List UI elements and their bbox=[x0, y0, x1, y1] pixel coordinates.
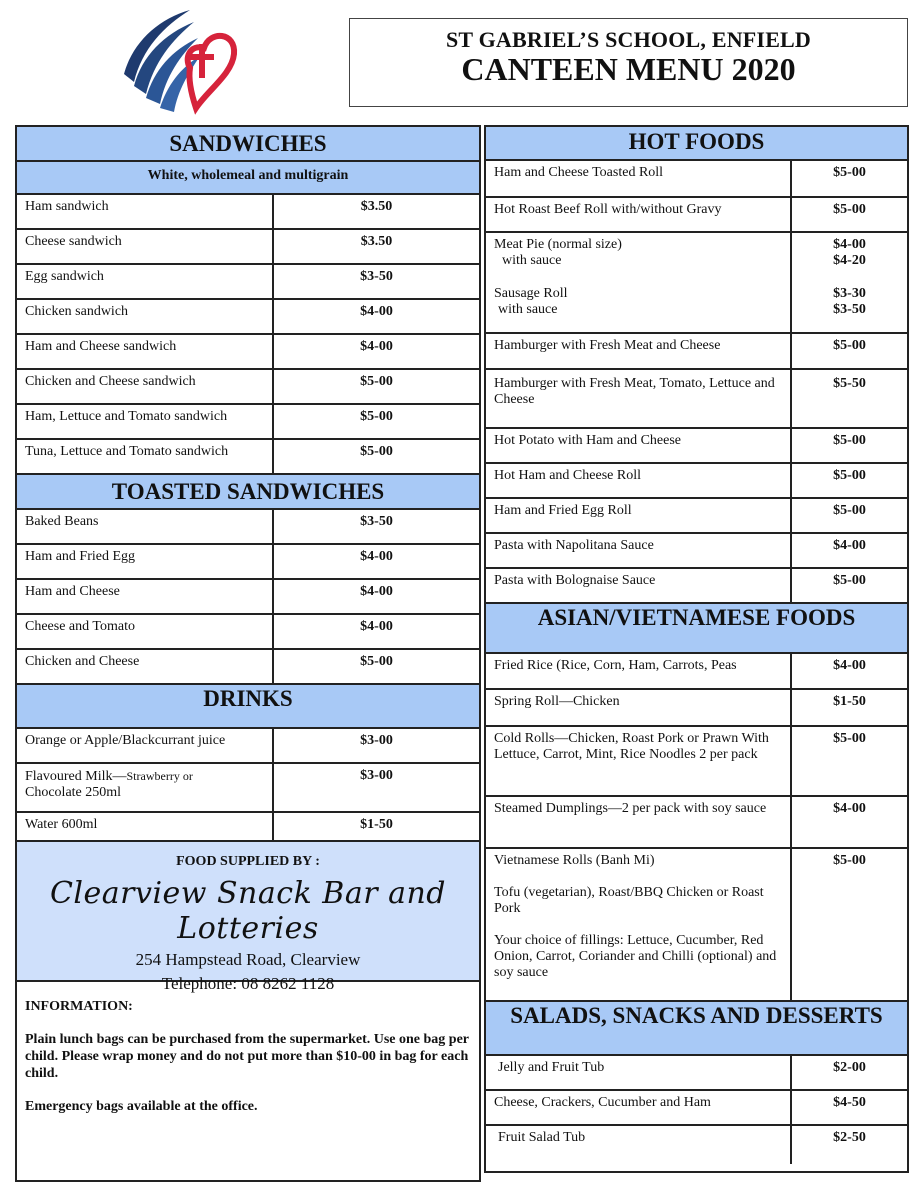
item-name: Hot Ham and Cheese Roll bbox=[486, 464, 792, 497]
supplier-heading: FOOD SUPPLIED BY : bbox=[176, 854, 320, 869]
item-name: Ham and Fried Egg bbox=[17, 545, 274, 578]
item-name: Hot Roast Beef Roll with/without Gravy bbox=[486, 198, 792, 231]
menu-row bbox=[486, 1126, 907, 1164]
menu-title: CANTEEN MENU 2020 bbox=[461, 51, 796, 87]
menu-row bbox=[486, 727, 907, 797]
item-price: $3-00 bbox=[360, 733, 393, 748]
item-price: $3.50 bbox=[360, 234, 393, 249]
item-name: Steamed Dumplings—2 per pack with soy sauce bbox=[486, 797, 792, 847]
item-name: Cheese and Tomato bbox=[17, 615, 274, 648]
item-price: $5-00 bbox=[833, 731, 866, 746]
item-name: Hamburger with Fresh Meat, Tomato, Lettuce and Cheese bbox=[486, 370, 792, 427]
sandwiches-subheader: White, wholemeal and multigrain bbox=[17, 162, 479, 195]
item-price: $5-00 bbox=[833, 468, 866, 483]
menu-row bbox=[17, 230, 479, 265]
supplier-phone: Telephone: 08 8262 1128 bbox=[161, 974, 335, 993]
menu-row bbox=[486, 849, 907, 1002]
item-price: $4-00 bbox=[360, 339, 393, 354]
menu-row bbox=[486, 161, 907, 198]
menu-row bbox=[17, 650, 479, 685]
menu-row bbox=[486, 429, 907, 464]
item-name: Chicken and Cheese sandwich bbox=[17, 370, 274, 403]
supplier-business: Clearview Snack Bar and Lotteries bbox=[49, 876, 447, 946]
menu-row bbox=[486, 370, 907, 429]
item-price: $3-50 bbox=[360, 514, 393, 529]
item-name: Orange or Apple/Blackcurrant juice bbox=[17, 729, 274, 762]
menu-row bbox=[486, 233, 907, 334]
item-price: $3.50 bbox=[360, 199, 393, 214]
item-name: Ham and Fried Egg Roll bbox=[486, 499, 792, 532]
item-name: Chicken sandwich bbox=[17, 300, 274, 333]
menu-row bbox=[17, 405, 479, 440]
menu-row bbox=[486, 334, 907, 370]
menu-row bbox=[486, 1056, 907, 1091]
item-name: Meat Pie (normal size) with sauce Sausage Roll with sauce bbox=[486, 233, 792, 332]
item-price: $4-00 bbox=[360, 304, 393, 319]
item-name: Ham and Cheese sandwich bbox=[17, 335, 274, 368]
item-price: $5-00 bbox=[833, 853, 866, 868]
item-price: $4-00 bbox=[360, 619, 393, 634]
item-name: Cold Rolls—Chicken, Roast Pork or Prawn With Lettuce, Carrot, Mint, Rice Noodles 2 per pack bbox=[486, 727, 792, 795]
item-name: Vietnamese Rolls (Banh Mi) Tofu (vegetarian), Roast/BBQ Chicken or Roast Pork Your choice of fillings: Lettuce, Cucumber, Red Onion, Carrot, Coriander and Chilli (optional) and soy sauce bbox=[486, 849, 792, 1000]
item-price: $4-00 bbox=[360, 584, 393, 599]
item-price: $5-00 bbox=[833, 202, 866, 217]
item-price: $5-00 bbox=[360, 374, 393, 389]
menu-row bbox=[17, 300, 479, 335]
item-price: $5-00 bbox=[360, 654, 393, 669]
item-name: Pasta with Napolitana Sauce bbox=[486, 534, 792, 567]
item-price: $1-50 bbox=[833, 694, 866, 709]
item-name: Ham sandwich bbox=[17, 195, 274, 228]
menu-row bbox=[486, 690, 907, 727]
item-name: Ham, Lettuce and Tomato sandwich bbox=[17, 405, 274, 438]
school-logo bbox=[112, 4, 238, 116]
asian-header: ASIAN/VIETNAMESE FOODS bbox=[486, 604, 907, 654]
menu-row bbox=[17, 615, 479, 650]
info-paragraph: Plain lunch bags can be purchased from the supermarket. Use one bag per child. Please wrap money and do not put more than $10-00 in bag for each child. bbox=[25, 1032, 469, 1081]
menu-row bbox=[17, 335, 479, 370]
item-name: Fried Rice (Rice, Corn, Ham, Carrots, Peas bbox=[486, 654, 792, 688]
left-column bbox=[15, 125, 481, 1182]
item-name: Hamburger with Fresh Meat and Cheese bbox=[486, 334, 792, 368]
menu-row bbox=[17, 729, 479, 764]
item-price: $4-00 bbox=[833, 801, 866, 816]
item-name: Flavoured Milk—Strawberry or Chocolate 250ml bbox=[17, 764, 274, 811]
item-name: Baked Beans bbox=[17, 510, 274, 543]
item-price: $2-00 bbox=[833, 1060, 866, 1075]
menu-row bbox=[486, 1091, 907, 1126]
menu-row bbox=[17, 510, 479, 545]
menu-row bbox=[486, 534, 907, 569]
item-name: Ham and Cheese bbox=[17, 580, 274, 613]
sandwiches-header: SANDWICHES bbox=[17, 127, 479, 162]
item-price: $5-00 bbox=[833, 573, 866, 588]
right-column bbox=[484, 125, 909, 1173]
menu-row bbox=[486, 198, 907, 233]
item-price: $5-00 bbox=[833, 338, 866, 353]
item-price: $5-50 bbox=[833, 376, 866, 391]
item-price: $4-50 bbox=[833, 1095, 866, 1110]
item-price: $4-00 bbox=[833, 658, 866, 673]
supplier-box bbox=[17, 842, 479, 993]
menu-row bbox=[17, 440, 479, 475]
item-price: $4-00 $4-20 $3-30 $3-50 bbox=[833, 237, 866, 317]
item-price: $4-00 bbox=[833, 538, 866, 553]
item-name: Egg sandwich bbox=[17, 265, 274, 298]
item-name: Fruit Salad Tub bbox=[486, 1126, 792, 1164]
menu-row bbox=[17, 370, 479, 405]
item-name: Cheese sandwich bbox=[17, 230, 274, 263]
title-box bbox=[349, 18, 908, 107]
item-price: $3-50 bbox=[360, 269, 393, 284]
menu-row bbox=[486, 499, 907, 534]
item-price: $5-00 bbox=[833, 503, 866, 518]
menu-row bbox=[486, 797, 907, 849]
item-price: $3-00 bbox=[360, 768, 393, 783]
item-name: Chicken and Cheese bbox=[17, 650, 274, 683]
item-name: Jelly and Fruit Tub bbox=[486, 1056, 792, 1089]
menu-row bbox=[486, 464, 907, 499]
salads-header: SALADS, SNACKS AND DESSERTS bbox=[486, 1002, 907, 1056]
item-name: Spring Roll—Chicken bbox=[486, 690, 792, 725]
item-price: $1-50 bbox=[360, 817, 393, 832]
menu-row bbox=[17, 265, 479, 300]
menu-row bbox=[486, 569, 907, 604]
menu-row bbox=[486, 654, 907, 690]
menu-row bbox=[17, 764, 479, 813]
item-name: Water 600ml bbox=[17, 813, 274, 840]
item-name: Tuna, Lettuce and Tomato sandwich bbox=[17, 440, 274, 473]
school-name: ST GABRIEL’S SCHOOL, ENFIELD bbox=[445, 27, 812, 52]
item-price: $5-00 bbox=[360, 409, 393, 424]
info-heading: INFORMATION: bbox=[25, 999, 133, 1014]
drinks-header: DRINKS bbox=[17, 685, 479, 729]
menu-row bbox=[17, 813, 479, 842]
supplier-address: 254 Hampstead Road, Clearview bbox=[135, 950, 361, 969]
information-box bbox=[17, 982, 479, 1115]
item-price: $5-00 bbox=[360, 444, 393, 459]
item-price: $5-00 bbox=[833, 433, 866, 448]
info-paragraph: Emergency bags available at the office. bbox=[25, 1099, 258, 1114]
toasted-header: TOASTED SANDWICHES bbox=[17, 475, 479, 510]
item-price: $2-50 bbox=[833, 1130, 866, 1145]
menu-row bbox=[17, 545, 479, 580]
item-price: $5-00 bbox=[833, 165, 866, 180]
item-price: $4-00 bbox=[360, 549, 393, 564]
item-name: Cheese, Crackers, Cucumber and Ham bbox=[486, 1091, 792, 1124]
menu-row bbox=[17, 580, 479, 615]
menu-row bbox=[17, 195, 479, 230]
item-name: Ham and Cheese Toasted Roll bbox=[486, 161, 792, 196]
item-name: Pasta with Bolognaise Sauce bbox=[486, 569, 792, 602]
item-name: Hot Potato with Ham and Cheese bbox=[486, 429, 792, 462]
hot-foods-header: HOT FOODS bbox=[486, 127, 907, 161]
